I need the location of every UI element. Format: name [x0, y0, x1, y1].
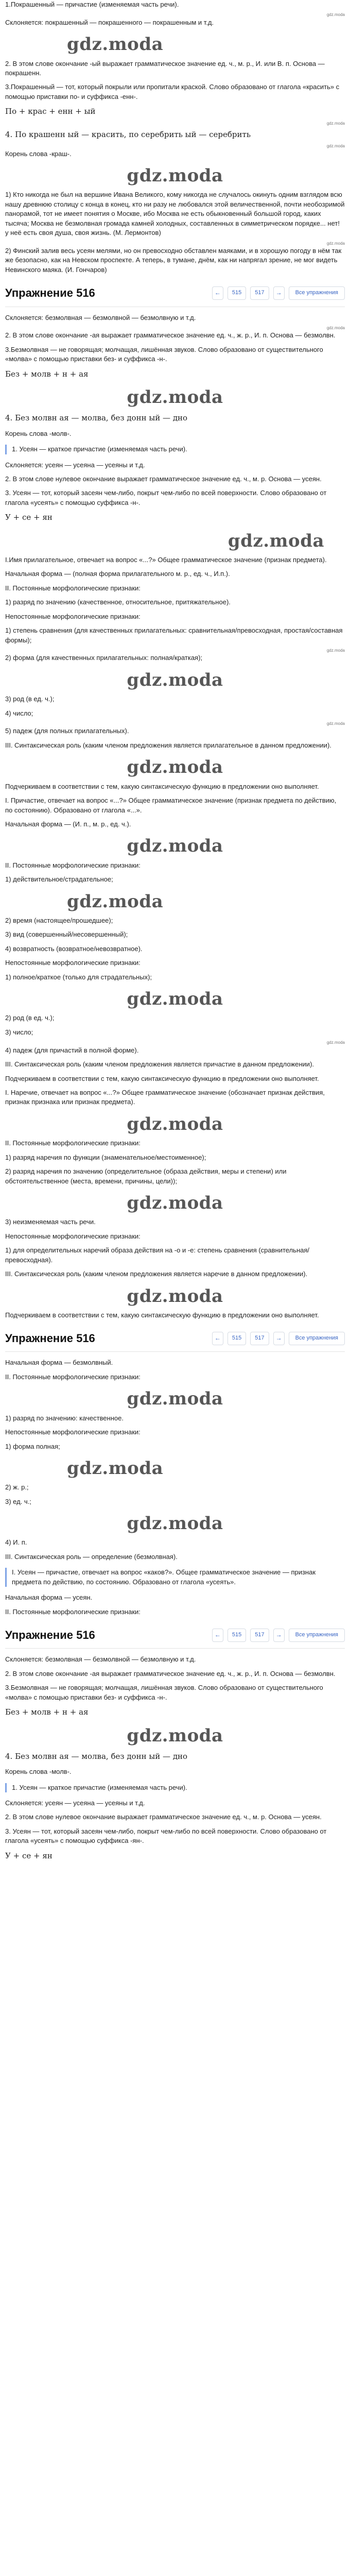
all-exercises-button[interactable]: Все упражнения	[289, 1332, 345, 1345]
text-paragraph: 2. В этом слове окончание -ая выражает грамматическое значение ед. ч., ж. р., И. п. Основа — безмолвн.	[5, 331, 336, 340]
text-paragraph: 4) число;	[5, 709, 33, 717]
prev-arrow-icon[interactable]: ←	[212, 1629, 223, 1642]
text-paragraph: 4) И. п.	[5, 1538, 27, 1547]
watermark-logo: gdz.moda	[127, 387, 223, 408]
watermark-logo: gdz.moda	[127, 1113, 223, 1134]
text-paragraph: 1) разряд по значению (качественное, относительное, притяжательное).	[5, 598, 231, 606]
text-paragraph: 2) Финский залив весь усеян мелями, но он превосходно обставлен маяками, и в хорошую погоду в нём так же безопасно, как на Невском проспекте. А теперь, в тумане, днём, как ни напрягал зрение, не мог видеть Невинского маяка. (И. Гончаров)	[5, 247, 342, 274]
text-paragraph: Подчеркиваем в соответствии с тем, какую синтаксическую функцию в предложении оно выполняет.	[5, 1311, 319, 1319]
watermark-logo: gdz.moda	[127, 836, 223, 857]
watermark-logo: gdz.moda	[67, 34, 164, 55]
exercise-header	[5, 1622, 345, 1649]
text-paragraph: I.Имя прилагательное, отвечает на вопрос «...?» Общее грамматическое значение (признак предмета).	[5, 555, 327, 564]
exercise-nav	[212, 1629, 345, 1642]
text-paragraph: Непостоянные морфологические признаки:	[5, 612, 141, 620]
text-paragraph: II. Постоянные морфологические признаки:	[5, 1139, 141, 1147]
prev-exercise-button[interactable]: 515	[227, 1332, 246, 1345]
watermark-logo: gdz.moda	[127, 1192, 223, 1213]
text-paragraph: Начальная форма — (И. п., м. р., ед. ч.).	[5, 820, 131, 828]
text-paragraph: 3. Усеян — тот, который засеян чем-либо, покрыт чем-либо по всей поверхности. Слово образовано от глагола «усеять» с помощью суффикса -ян-.	[5, 1827, 327, 1845]
exercise-title: Упражнение 516	[5, 1629, 95, 1642]
watermark-logo: gdz.moda	[127, 757, 223, 778]
text-paragraph: 3.Покрашенный — тот, который покрыли или пропитали краской. Слово образовано от глагола «красить» с помощью приставки по- и суффикса -енн-.	[5, 83, 340, 100]
text-paragraph: 3. Усеян — тот, который засеян чем-либо, покрыт чем-либо по всей поверхности. Слово образовано от глагола «усеять» с помощью суффикса -н-.	[5, 489, 327, 506]
text-paragraph: 5) падеж (для полных прилагательных).	[5, 727, 129, 735]
text-paragraph: III. Синтаксическая роль (каким членом предложения является прилагательное в данном предложении).	[5, 741, 331, 749]
next-arrow-icon[interactable]: →	[273, 1332, 285, 1345]
text-paragraph: 1) полное/краткое (только для страдательных);	[5, 973, 152, 981]
site-mark-small: gdz.moda	[326, 144, 345, 149]
text-paragraph: 2) род (в ед. ч.);	[5, 1014, 55, 1022]
text-paragraph: 2) форма (для качественных прилагательных: полная/краткая);	[5, 654, 203, 662]
text-paragraph: 3) ед. ч.;	[5, 1497, 31, 1505]
site-mark-small: gdz.moda	[326, 648, 345, 653]
exercise-title: Упражнение 516	[5, 1332, 95, 1345]
prev-arrow-icon[interactable]: ←	[212, 286, 223, 300]
exercise-title: Упражнение 516	[5, 286, 95, 300]
text-paragraph: II. Постоянные морфологические признаки:	[5, 1607, 141, 1616]
watermark-logo: gdz.moda	[127, 989, 223, 1010]
prev-arrow-icon[interactable]: ←	[212, 1332, 223, 1345]
text-paragraph: II. Постоянные морфологические признаки:	[5, 584, 141, 592]
morpheme-formula: Без + молв + н + ая	[5, 369, 89, 379]
text-paragraph: 1) разряд наречия по функции (знаменательное/местоименное);	[5, 1153, 206, 1161]
text-paragraph: 1) разряд по значению: качественное.	[5, 1414, 124, 1422]
morpheme-formula: 4. По крашенн ый — красить, по серебрить ый — серебрить	[5, 130, 251, 139]
text-paragraph: Начальная форма — (полная форма прилагательного м. р., ед. ч., И.п.).	[5, 570, 230, 578]
text-paragraph: 4) падеж (для причастий в полной форме).	[5, 1046, 139, 1054]
text-paragraph: 2) разряд наречия по значению (определительное (образа действия, меры и степени) или обстоятельственное (места, времени, причины, цели));	[5, 1167, 287, 1185]
section-part2	[5, 313, 345, 1320]
text-paragraph: 1) степень сравнения (для качественных прилагательных: сравнительная/превосходная, простая/составная формы);	[5, 626, 343, 644]
morpheme-formula: 4. Без молвн ая — молва, без донн ый — дно	[5, 1751, 188, 1761]
text-paragraph: Корень слова -краш-.	[5, 149, 72, 158]
next-exercise-button[interactable]: 517	[250, 286, 269, 300]
all-exercises-button[interactable]: Все упражнения	[289, 286, 345, 300]
text-paragraph: Подчеркиваем в соответствии с тем, какую синтаксическую функцию в предложении оно выполняет.	[5, 782, 319, 790]
text-paragraph: 3.Безмолвная — не говорящая; молчащая, лишённая звуков. Слово образовано от существительного «молва» с помощью приставки без- и суффикса -н-.	[5, 1684, 323, 1701]
text-paragraph: 2. В этом слове нулевое окончание выражает грамматическое значение ед. ч., м. р. Основа — усеян.	[5, 474, 322, 483]
text-paragraph: 2) ж. р.;	[5, 1483, 29, 1492]
watermark-logo: gdz.moda	[127, 165, 223, 187]
text-paragraph: Непостоянные морфологические признаки:	[5, 1428, 141, 1436]
text-paragraph: 2. В этом слове окончание -ый выражает грамматическое значение ед. ч., м. р., И. или В. п. Основа — покрашенн.	[5, 59, 325, 77]
text-paragraph: 3) неизменяемая часть речи.	[5, 1218, 96, 1226]
prev-exercise-button[interactable]: 515	[227, 286, 246, 300]
text-paragraph: III. Синтаксическая роль (каким членом предложения является наречие в данном предложении).	[5, 1270, 308, 1278]
text-paragraph: Склоняется: усеян — усеяна — усеяны и т.д.	[5, 461, 145, 469]
text-paragraph: 1) действительное/страдательное;	[5, 875, 113, 884]
answer-block: 1. Усеян — краткое причастие (изменяемая часть речи).	[5, 1783, 345, 1792]
text-paragraph: 4) возвратность (возвратное/невозвратное).	[5, 944, 143, 953]
text-paragraph: 1) форма полная;	[5, 1442, 60, 1450]
text-paragraph: 2) время (настоящее/прошедшее);	[5, 916, 113, 924]
text-paragraph: II. Постоянные морфологические признаки:	[5, 1372, 141, 1381]
text-paragraph: Начальная форма — безмолвный.	[5, 1359, 113, 1367]
text-paragraph: Начальная форма — усеян.	[5, 1594, 93, 1602]
text-paragraph: Непостоянные морфологические признаки:	[5, 1232, 141, 1240]
watermark-logo: gdz.moda	[67, 1458, 164, 1479]
text-paragraph: Корень слова -молв-.	[5, 1768, 72, 1776]
text-paragraph: Склоняется: покрашенный — покрашенного — покрашенным и т.д.	[5, 18, 214, 26]
watermark-logo: gdz.moda	[127, 1725, 223, 1746]
text-paragraph: 2. В этом слове нулевое окончание выражает грамматическое значение ед. ч., м. р. Основа — усеян.	[5, 1813, 322, 1821]
text-paragraph: Склоняется: безмолвная — безмолвной — безмолвную и т.д.	[5, 1655, 196, 1664]
all-exercises-button[interactable]: Все упражнения	[289, 1629, 345, 1642]
text-paragraph: 1) для определительных наречий образа действия на -о и -е: степень сравнения (сравнительная/превосходная).	[5, 1246, 310, 1264]
morpheme-formula: По + крас + енн + ый	[5, 107, 96, 116]
watermark-logo: gdz.moda	[227, 530, 324, 551]
text-paragraph: 1.Покрашенный — причастие (изменяемая часть речи).	[5, 1, 179, 8]
text-paragraph: 3) число;	[5, 1028, 33, 1036]
site-mark-small: gdz.moda	[326, 121, 345, 126]
morpheme-formula: У + се + ян	[5, 1851, 52, 1860]
exercise-header	[5, 280, 345, 307]
morpheme-formula: 4. Без молвн ая — молва, без донн ый — дно	[5, 413, 188, 423]
next-arrow-icon[interactable]: →	[273, 286, 285, 300]
site-mark-small: gdz.moda	[326, 326, 345, 331]
exercise-nav	[212, 286, 345, 300]
morpheme-formula: У + се + ян	[5, 513, 52, 522]
site-mark-small: gdz.moda	[326, 241, 345, 246]
site-mark-small: gdz.moda	[326, 721, 345, 726]
next-arrow-icon[interactable]: →	[273, 1629, 285, 1642]
watermark-logo: gdz.moda	[127, 1513, 223, 1534]
section-part1	[5, 0, 345, 275]
text-paragraph: Склоняется: усеян — усеяна — усеяны и т.д.	[5, 1799, 145, 1807]
text-paragraph: 3) вид (совершенный/несовершенный);	[5, 930, 128, 939]
text-paragraph: II. Постоянные морфологические признаки:	[5, 861, 141, 869]
text-paragraph: I. Наречие, отвечает на вопрос «...?» Общее грамматическое значение (обозначает признак действия, признак признака или признак предмета).	[5, 1089, 325, 1106]
morpheme-formula: Без + молв + н + ая	[5, 1707, 89, 1717]
next-exercise-button[interactable]: 517	[250, 1629, 269, 1642]
text-paragraph: I. Причастие, отвечает на вопрос «...?» Общее грамматическое значение (признак предмета по действию, по состоянию). Образовано от глагола «...».	[5, 796, 337, 814]
answer-block: 1. Усеян — краткое причастие (изменяемая часть речи).	[5, 445, 345, 454]
text-paragraph: Склоняется: безмолвная — безмолвной — безмолвную и т.д.	[5, 313, 196, 321]
text-paragraph: 3.Безмолвная — не говорящая; молчащая, лишённая звуков. Слово образовано от существительного «молва» с помощью приставки без- и суффикса -н-.	[5, 345, 323, 363]
text-paragraph: 1) Кто никогда не был на вершине Ивана Великого, кому никогда не случалось окинуть одним взглядом всю нашу древнюю столицу с конца в конец, кто ни разу не любовался этой величественной, почти необозримой панорамой, тот не имеет понятия о Москве, ибо Москва не есть обыкновенный большой город, каких тысяча; Москва не безмолвная громада камней холодных, составленных в симметрическом порядке... нет! у неё есть своя душа, своя жизнь. (М. Лермонтов)	[5, 191, 345, 237]
watermark-logo: gdz.moda	[127, 1285, 223, 1307]
text-paragraph: Подчеркиваем в соответствии с тем, какую синтаксическую функцию в предложении оно выполняет.	[5, 1074, 319, 1082]
text-paragraph: III. Синтаксическая роль — определение (безмолвная).	[5, 1552, 178, 1561]
site-mark-small: gdz.moda	[326, 1040, 345, 1045]
text-paragraph: Непостоянные морфологические признаки:	[5, 959, 141, 967]
exercise-header	[5, 1325, 345, 1352]
text-paragraph: III. Синтаксическая роль (каким членом предложения является причастие в данном предложении).	[5, 1060, 314, 1069]
exercise-nav	[212, 1332, 345, 1345]
next-exercise-button[interactable]: 517	[250, 1332, 269, 1345]
answer-block: I. Усеян — причастие, отвечает на вопрос «каков?». Общее грамматическое значение — признак предмета по действию, по состоянию. Образовано от глагола «усеять».	[5, 1568, 345, 1587]
watermark-logo: gdz.moda	[127, 1388, 223, 1410]
section-part4	[5, 1655, 345, 1861]
section-part3	[5, 1358, 345, 1617]
text-paragraph: 3) род (в ед. ч.);	[5, 695, 55, 703]
site-mark-small: gdz.moda	[326, 12, 345, 18]
text-paragraph: 2. В этом слове окончание -ая выражает грамматическое значение ед. ч., ж. р., И. п. Основа — безмолвн.	[5, 1669, 336, 1677]
watermark-logo: gdz.moda	[127, 669, 223, 690]
watermark-logo: gdz.moda	[67, 891, 164, 912]
prev-exercise-button[interactable]: 515	[227, 1629, 246, 1642]
text-paragraph: Корень слова -молв-.	[5, 429, 72, 437]
